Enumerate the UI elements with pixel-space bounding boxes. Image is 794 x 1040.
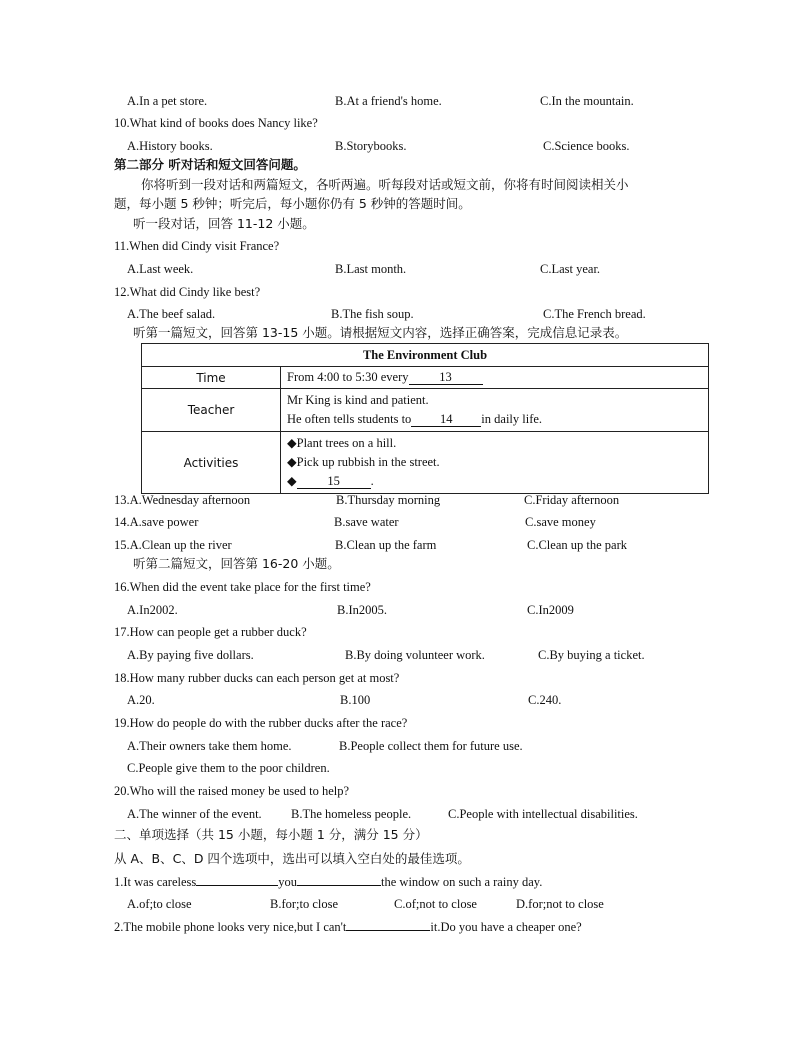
q18-question: 18.How many rubber ducks can each person get at most? [114,671,400,685]
s1-question-mid: you [278,875,298,889]
q15-option-a: 15.A.Clean up the river [114,538,232,552]
time-label: Time [142,367,281,389]
teacher-line-2-post: in daily life. [481,412,543,426]
q12-option-c: C.The French bread. [543,307,646,321]
q11-question: 11.When did Cindy visit France? [114,239,280,253]
s1-option-c: C.of;not to close [394,897,477,911]
blank-14: 14 [411,412,481,427]
q19-option-b: B.People collect them for future use. [339,739,523,753]
q9-option-a: A.In a pet store. [127,94,208,108]
q18-option-c: C.240. [528,693,562,707]
q16-option-a: A.In2002. [127,603,178,617]
activities-label: Activities [142,432,281,494]
q13-option-b: B.Thursday morning [336,493,441,507]
blank-13: 13 [409,370,483,385]
s1-blank-1 [196,885,278,886]
part2-instructions-1: 你将听到一段对话和两篇短文，各听两遍。听每段对话或短文前，你将有时间阅读相关小 [141,177,629,192]
activities-cell [281,432,709,494]
q11-option-c: C.Last year. [540,262,601,276]
q18-option-b: B.100 [340,693,371,707]
teacher-label: Teacher [142,389,281,432]
activity-3-end: . [370,474,374,488]
passage1-intro: 听第一篇短文，回答第 13-15 小题。请根据短文内容，选择正确答案，完成信息记录表。 [133,325,628,340]
q15-option-c: C.Clean up the park [527,538,627,552]
activity-3-bullet: ◆ [287,474,297,488]
s2-blank [346,930,430,931]
q11-option-b: B.Last month. [335,262,407,276]
s1-option-a: A.of;to close [127,897,192,911]
q20-option-a: A.The winner of the event. [127,807,262,821]
q16-option-b: B.In2005. [337,603,387,617]
q12-option-b: B.The fish soup. [331,307,414,321]
activity-3 [287,472,702,491]
part2-title: 第二部分 听对话和短文回答问题。 [114,157,306,172]
q14-option-c: C.save money [525,515,596,529]
q10-option-a: A.History books. [127,139,213,153]
table-title: The Environment Club [142,344,709,367]
q20-option-b: B.The homeless people. [291,807,412,821]
q17-option-b: B.By doing volunteer work. [345,648,485,662]
q12-option-a: A.The beef salad. [127,307,216,321]
q14-option-b: B.save water [334,515,399,529]
q20-question: 20.Who will the raised money be used to help? [114,784,350,798]
s1-blank-2 [297,885,381,886]
q9-option-b: B.At a friend's home. [335,94,442,108]
s1-option-b: B.for;to close [270,897,339,911]
q10-question: 10.What kind of books does Nancy like? [114,116,318,130]
dialog-intro: 听一段对话，回答 11-12 小题。 [133,216,315,231]
activity-2: ◆Pick up rubbish in the street. [287,455,440,469]
q18-option-a: A.20. [127,693,155,707]
s1-option-d: D.for;not to close [516,897,604,911]
q17-option-a: A.By paying five dollars. [127,648,254,662]
q15-option-b: B.Clean up the farm [335,538,437,552]
teacher-line-2 [287,410,702,429]
q20-option-c: C.People with intellectual disabilities. [448,807,638,821]
q10-option-b: B.Storybooks. [335,139,407,153]
q17-option-c: C.By buying a ticket. [538,648,645,662]
s1-question-pre: 1.It was careless [114,875,197,889]
s2-question-post: it.Do you have a cheaper one? [430,920,582,934]
q13-option-c: C.Friday afternoon [524,493,620,507]
q10-option-c: C.Science books. [543,139,630,153]
q14-option-a: 14.A.save power [114,515,199,529]
s2-question-pre: 2.The mobile phone looks very nice,but I can't [114,920,347,934]
teacher-line-1: Mr King is kind and patient. [287,393,429,407]
q9-option-c: C.In the mountain. [540,94,634,108]
q19-question: 19.How do people do with the rubber ducks after the race? [114,716,408,730]
q17-question: 17.How can people get a rubber duck? [114,625,307,639]
section2-instructions: 从 A、B、C、D 四个选项中，选出可以填入空白处的最佳选项。 [114,851,470,866]
s1-question [114,874,542,890]
q19-option-a: A.Their owners take them home. [127,739,292,753]
teacher-line-2-pre: He often tells students to [287,412,412,426]
s1-question-post: the window on such a rainy day. [381,875,543,889]
activity-1: ◆Plant trees on a hill. [287,436,397,450]
q19-option-c: C.People give them to the poor children. [127,761,330,775]
time-cell [281,367,709,389]
time-text: From 4:00 to 5:30 every [287,370,409,384]
section2-title: 二、单项选择（共 15 小题，每小题 1 分，满分 15 分） [114,827,428,842]
q16-option-c: C.In2009 [527,603,574,617]
q12-question: 12.What did Cindy like best? [114,285,261,299]
q13-option-a: 13.A.Wednesday afternoon [114,493,251,507]
teacher-cell [281,389,709,432]
q11-option-a: A.Last week. [127,262,194,276]
s2-question [114,919,582,935]
passage2-intro: 听第二篇短文，回答第 16-20 小题。 [133,556,340,571]
q16-question: 16.When did the event take place for the first time? [114,580,371,594]
environment-club-table [141,343,709,494]
part2-instructions-2: 题，每小题 5 秒钟；听完后，每小题你仍有 5 秒钟的答题时间。 [114,196,471,211]
blank-15: 15 [297,474,371,489]
